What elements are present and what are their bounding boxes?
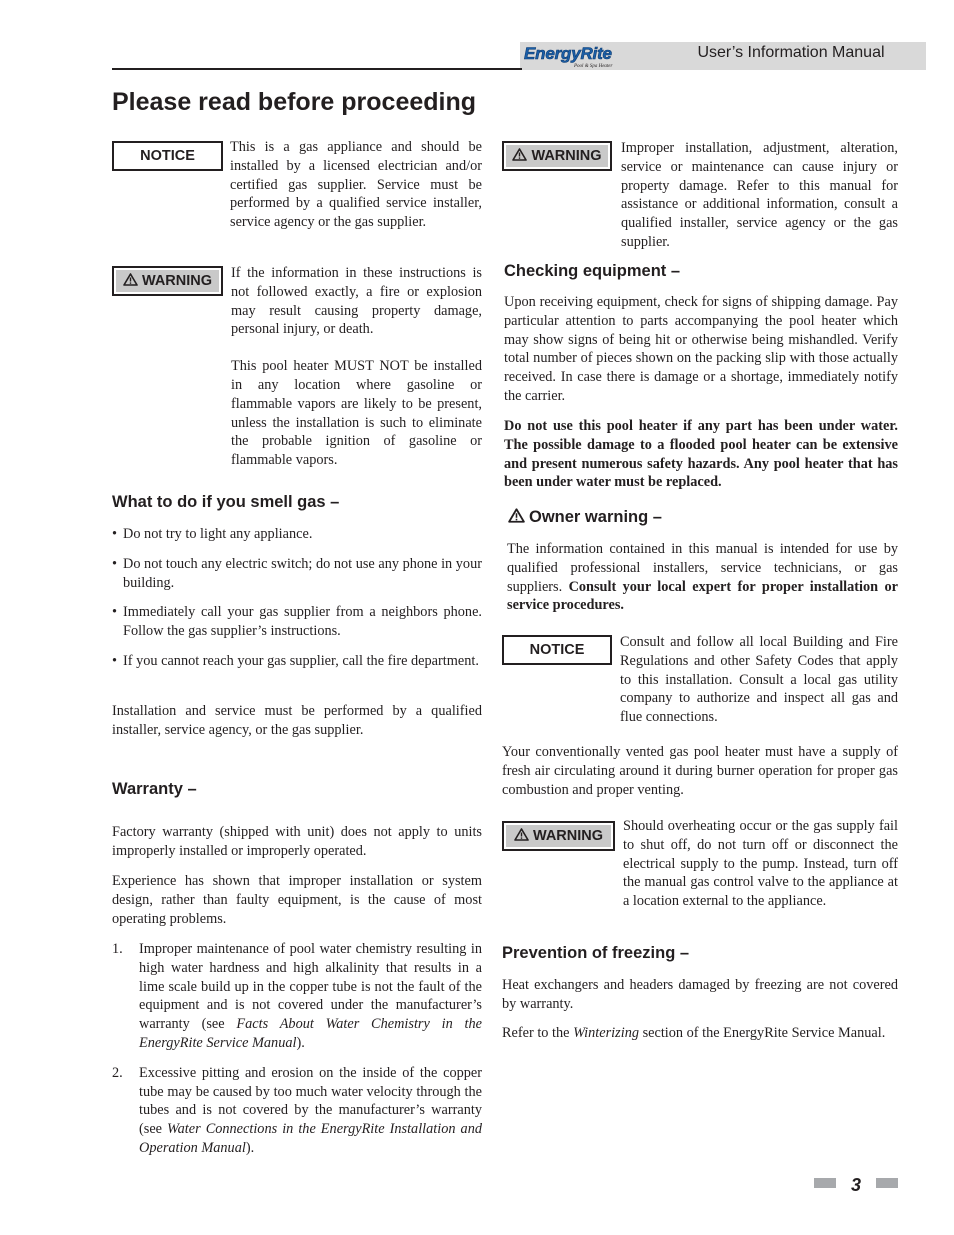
owner-warning-heading [508,507,662,527]
page-title: Please read before proceeding [112,88,477,116]
warning-triangle-icon [508,508,525,523]
smell-gas-heading: What to do if you smell gas – [112,493,340,511]
warranty-paragraph-1: Factory warranty (shipped with unit) does not apply to units improperly installed or improperly operated. [112,824,482,859]
warning-text-block [231,264,482,470]
page-number: 3 [850,1175,861,1195]
warning-triangle-icon [514,828,529,841]
notice-label-text: NOTICE [140,148,195,164]
warning-triangle-icon [512,148,527,161]
smell-gas-footer: Installation and service must be performed by a qualified installer, service agency, or the gas supplier. [112,703,482,738]
warranty-heading: Warranty – [112,780,197,798]
warning-label-text: WARNING [141,273,213,289]
warning-label [502,821,615,851]
list-item: • Do not touch any electric switch; do not use any phone in your building. [112,555,482,591]
footer-bar-right [876,1178,898,1188]
manual-title: User’s Information Manual [697,44,885,61]
checking-paragraph: Upon receiving equipment, check for signs of shipping damage. Pay particular attention to parts accompanying the pool heater which may show signs of being hit or otherwise being mishandled. Verify total number of pieces shown on the packing slip with those actually received. In case there is damage or a shortage, immediately notify the carrier. [504,294,898,404]
list-item: • If you cannot reach your gas supplier, call the fire department. [112,652,479,669]
warning-text: Should overheating occur or the gas supply fail to shut off, do not turn off or disconnect the electrical supply to the pump. Instead, turn off the manual gas control valve to the appliance at a location external to the appliance. [623,818,898,910]
warning-label-text: WARNING [532,828,604,844]
owner-warning-heading-text: Owner warning – [529,508,662,526]
freezing-paragraph-1: Heat exchangers and headers damaged by freezing are not covered by warranty. [502,977,898,1012]
warning-label [502,141,612,171]
warning-paragraph-1: If the information in these instructions is not followed exactly, a fire or explosion may result causing property damage, personal injury, or death. [231,265,482,338]
warning-label [112,266,223,296]
notice-text: Consult and follow all local Building and Fire Regulations and other Safety Codes that apply to this installation. Consult a local gas utility company to authorize and inspect all gas and flue connections. [620,634,898,726]
freezing-heading: Prevention of freezing – [502,944,690,962]
list-item: 2. Excessive pitting and erosion on the inside of the copper tube may be caused by too much water velocity through the tubes and is not covered by the manufacturer’s warranty (see Water Connections in the EnergyRite Installation and Operation Manual). [112,1064,482,1156]
checking-bold-paragraph: Do not use this pool heater if any part has been under water. The possible damage to a flooded pool heater can be extensive and present numerous safety hazards. Any pool heater that has been under water must be replaced. [504,418,898,491]
freezing-paragraph-2: Refer to the Winterizing section of the EnergyRite Service Manual. [502,1025,886,1041]
list-item: • Immediately call your gas supplier from a neighbors phone. Follow the gas supplier’s instructions. [112,604,482,640]
list-item: • Do not try to light any appliance. [112,526,313,542]
notice-label [112,141,223,171]
notice-label [502,635,612,665]
owner-warning-paragraph: The information contained in this manual is intended for use by qualified professional installers, service technicians, or gas suppliers. Consult your local expert for proper installation or service procedures. [507,541,898,614]
footer-bar-left [814,1178,836,1188]
logo-wordmark: EnergyRite [524,44,612,63]
notice-label-text: NOTICE [529,642,585,658]
warning-label-text: WARNING [531,148,602,164]
warning-triangle-icon [123,273,138,286]
smell-gas-list [112,525,482,682]
header-rule [112,68,522,70]
vent-paragraph: Your conventionally vented gas pool heater must have a supply of fresh air circulating around it during burner operation for proper gas combustion and proper venting. [502,744,898,798]
warning-text-block [623,817,898,911]
warning-text-block [621,139,898,252]
warranty-list [112,940,482,1169]
warning-paragraph-2: This pool heater MUST NOT be installed in any location where gasoline or flammable vapors are likely to be present, unless the installation is such to eliminate the probable ignition of gasoline or flammable vapors. [231,358,482,469]
energyrite-logo [522,40,616,70]
checking-heading: Checking equipment – [504,262,681,280]
notice-text: This is a gas appliance and should be installed by a licensed electrician and/or certified gas supplier. Service must be performed by a qualified service installer, service agency or the gas supplier. [230,139,482,231]
warranty-paragraph-2: Experience has shown that improper installation or system design, rather than faulty equipment, is the cause of most operating problems. [112,873,482,927]
notice-text-block [230,138,482,232]
list-item: 1. Improper maintenance of pool water chemistry resulting in high water hardness and high alkalinity that results in a lime scale build up in the copper tube is not the fault of the equipment and is not covered under the manufacturer’s warranty (see Facts About Water Chemistry in the EnergyRite Service Manual). [112,941,482,1051]
notice-text-block [620,633,898,727]
logo-tagline: Pool & Spa Heater [574,64,613,69]
warning-text: Improper installation, adjustment, alteration, service or maintenance can cause injury or property damage. Refer to this manual for assistance or additional information, consult a qualified installer, service agency or the gas supplier. [621,140,898,250]
